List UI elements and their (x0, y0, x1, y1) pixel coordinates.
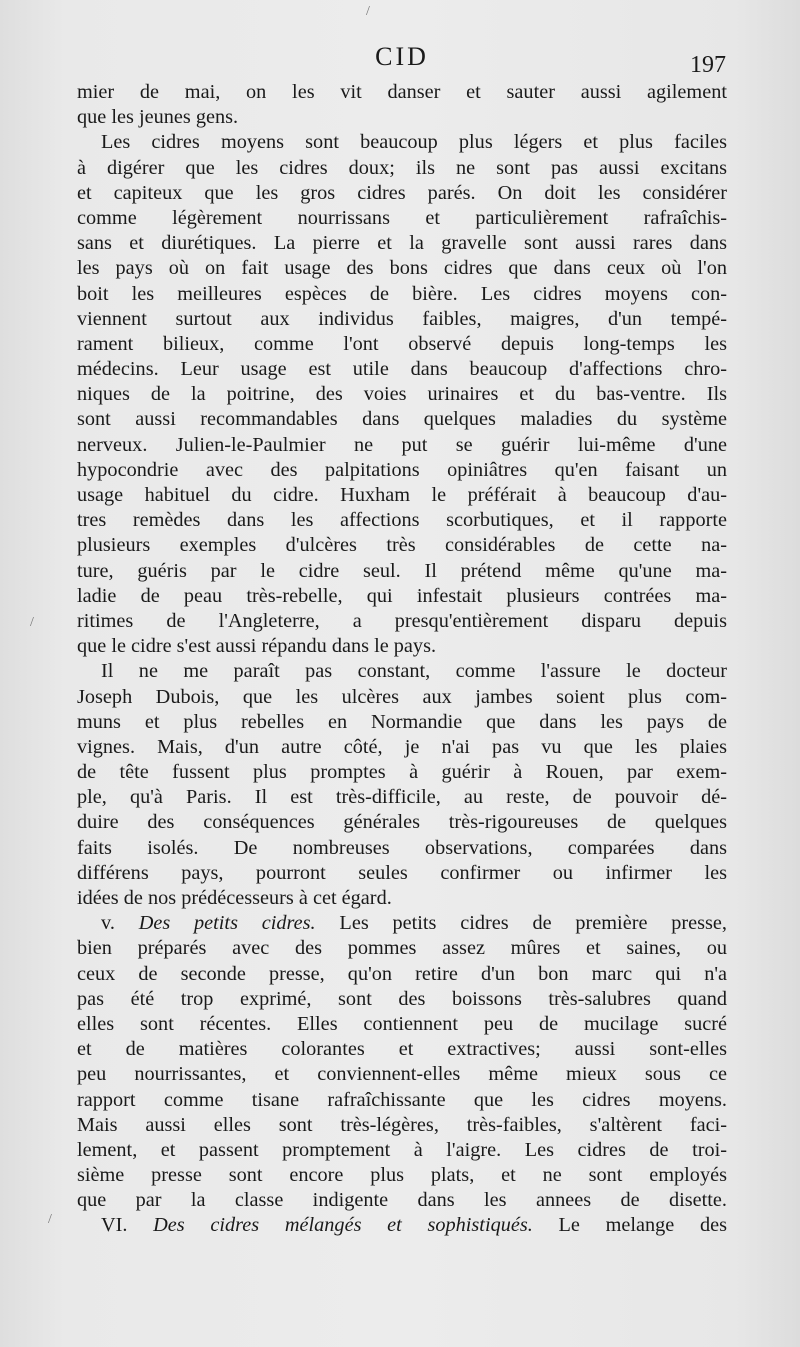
margin-slash-mark: / (48, 1212, 52, 1227)
text-line: faits isolés. De nombreuses observations, comparées dans (77, 836, 727, 859)
section-title: Des cidres mélangés et sophistiqués. (153, 1214, 533, 1237)
text-line: que par la classe indigente dans les annees de disette. (77, 1189, 727, 1212)
text-line: tres remèdes dans les affections scorbutiques, et il rapporte (77, 509, 727, 532)
text-line: plusieurs exemples d'ulcères très considérables de cette na- (77, 534, 727, 557)
text-line: bien préparés avec des pommes assez mûres et saines, ou (77, 937, 727, 960)
text-line: viennent surtout aux individus faibles, maigres, d'un tempé- (77, 307, 727, 330)
text-line: médecins. Leur usage est utile dans beaucoup d'affections chro- (77, 358, 727, 381)
running-head: CID (375, 42, 429, 71)
text-line: nerveux. Julien-le-Paulmier ne put se guérir lui-même d'une (77, 433, 727, 456)
text-line: Il ne me paraît pas constant, comme l'assure le docteur (101, 660, 727, 683)
text-line: mier de mai, on les vit danser et sauter aussi agilement (77, 81, 727, 103)
text-line: sont aussi recommandables dans quelques maladies du système (77, 408, 727, 431)
text-line: ture, guéris par le cidre seul. Il prétend même qu'une ma- (77, 559, 727, 582)
text-line: Joseph Dubois, que les ulcères aux jambes soient plus com- (77, 685, 727, 708)
text-line: niques de la poitrine, des voies urinaires et du bas-ventre. Ils (77, 383, 727, 406)
text-line: peu nourrissantes, et conviennent-elles même mieux sous ce (77, 1063, 727, 1086)
page-body (77, 80, 727, 1239)
text-line: de tête fussent plus promptes à guérir à Rouen, par exem- (77, 761, 727, 784)
page-header (78, 42, 726, 82)
text-line: les pays où on fait usage des bons cidres que dans ceux où l'on (77, 257, 727, 280)
section-title: Des petits cidres. (138, 912, 316, 935)
text-line: Les cidres moyens sont beaucoup plus légers et plus faciles (101, 131, 727, 154)
text-line: idées de nos prédécesseurs à cet égard. (77, 887, 392, 909)
text-line: comme légèrement nourrissans et particulièrement rafraîchis- (77, 206, 727, 229)
text-line: duire des conséquences générales très-rigoureuses de quelques (77, 811, 727, 834)
text-line: différens pays, pourront seules confirmer ou infirmer les (77, 861, 727, 884)
text-line: pas été trop exprimé, sont des boissons très-salubres quand (77, 987, 727, 1010)
text-line: elles sont récentes. Elles contiennent peu de mucilage sucré (77, 1012, 727, 1035)
text-line: ple, qu'à Paris. Il est très-difficile, au reste, de pouvoir dé- (77, 786, 727, 809)
text-line: sième presse sont encore plus plats, et ne sont employés (77, 1164, 727, 1187)
text-line: et capiteux que les gros cidres parés. On doit les considérer (77, 181, 727, 204)
text-line: et de matières colorantes et extractives; aussi sont-elles (77, 1038, 727, 1061)
text-line: à digérer que les cidres doux; ils ne sont pas aussi excitans (77, 156, 727, 179)
section-heading-line: VI. Des cidres mélangés et sophistiqués. Le melange des (101, 1214, 727, 1237)
text-line: Mais aussi elles sont très-légères, très-faibles, s'altèrent faci- (77, 1113, 727, 1136)
margin-slash-mark: / (366, 4, 370, 19)
text-line: vignes. Mais, d'un autre côté, je n'ai pas vu que les plaies (77, 735, 727, 758)
text-line: que les jeunes gens. (77, 106, 239, 129)
text-line: rapport comme tisane rafraîchissante que les cidres moyens. (77, 1088, 727, 1111)
text-line: que le cidre s'est aussi répandu dans le pays. (77, 635, 437, 658)
text-line: boit les meilleures espèces de bière. Les cidres moyens con- (77, 282, 727, 305)
text-line: ladie de peau très-rebelle, qui infestait plusieurs contrées ma- (77, 584, 727, 607)
text-line: ceux de seconde presse, qu'on retire d'un bon marc qui n'a (77, 962, 727, 985)
page-number: 197 (690, 52, 726, 78)
text-line: muns et plus rebelles en Normandie que dans les pays de (77, 710, 727, 733)
section-heading-line: v. Des petits cidres. Les petits cidres de première presse, (101, 912, 727, 935)
text-line: ritimes de l'Angleterre, a presqu'entièrement disparu depuis (77, 609, 727, 632)
text-line: hypocondrie avec des palpitations opiniâtres qu'en faisant un (77, 458, 727, 481)
text-line: usage habituel du cidre. Huxham le préférait à beaucoup d'au- (77, 484, 727, 506)
text-line: sans et diurétiques. La pierre et la gravelle sont aussi rares dans (77, 232, 727, 255)
margin-slash-mark: / (30, 615, 34, 630)
text-line: lement, et passent promptement à l'aigre. Les cidres de troi- (77, 1138, 727, 1161)
text-line: rament bilieux, comme l'ont observé depuis long-temps les (77, 332, 727, 355)
